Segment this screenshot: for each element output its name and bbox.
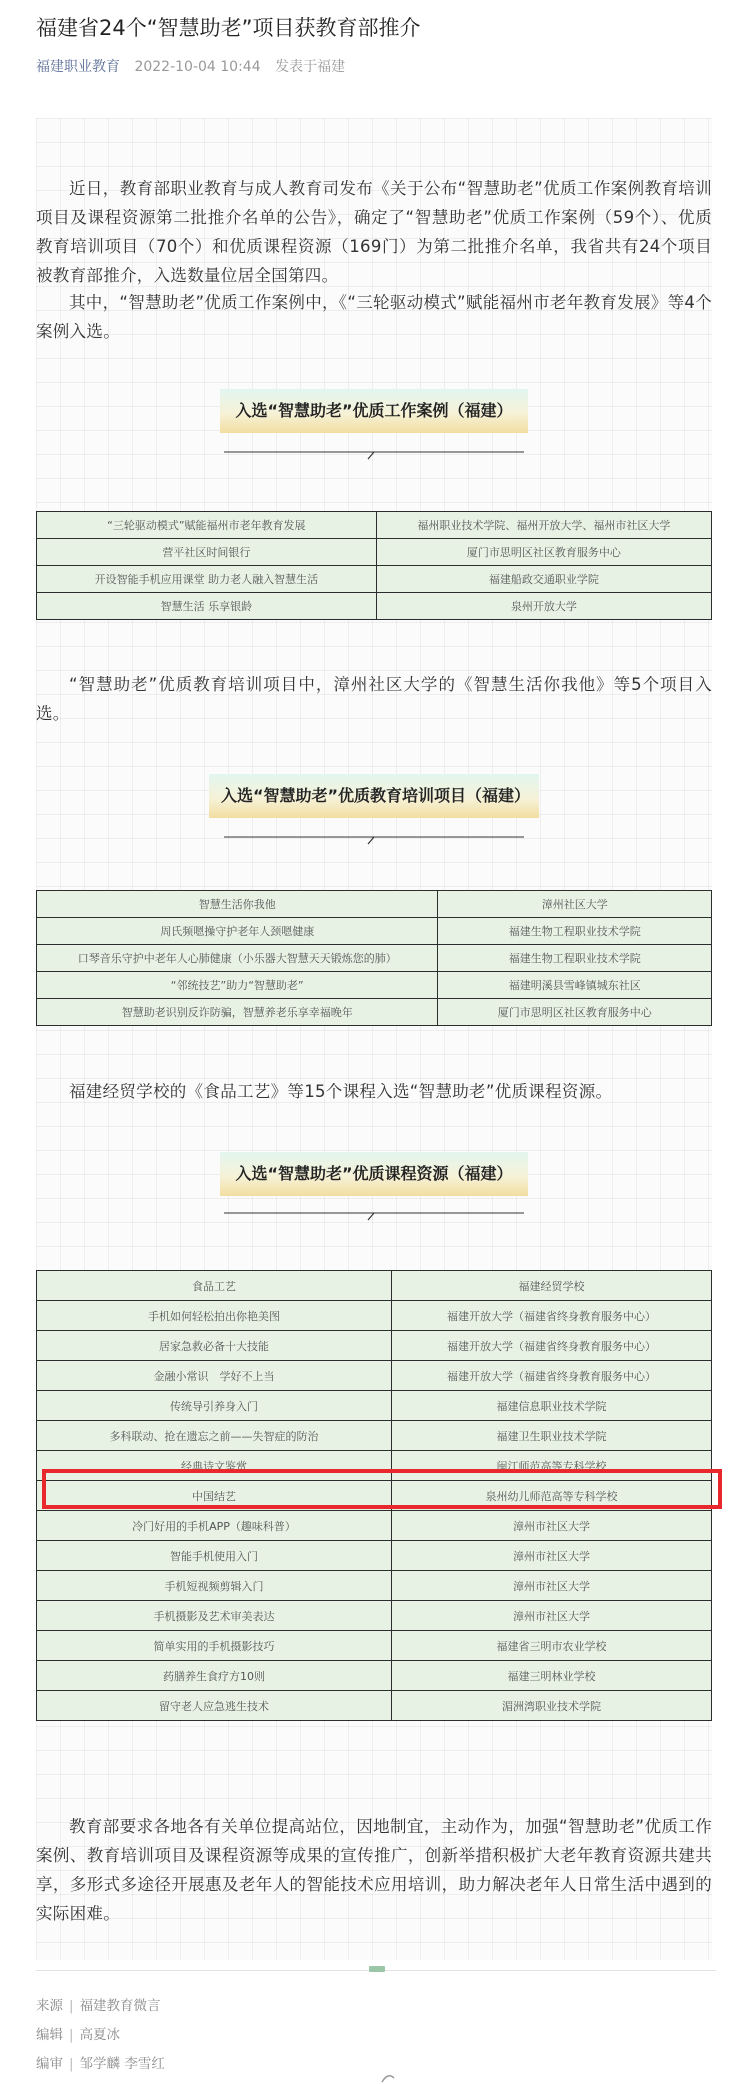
cell-institution: 漳州市社区大学 (392, 1541, 712, 1571)
table-cases (36, 511, 712, 620)
cell-institution: 福建经贸学校 (392, 1271, 712, 1301)
banner-title: 入选“智慧助老”优质课程资源（福建） (220, 1152, 528, 1196)
divider-decoration (224, 446, 524, 460)
cell-title: 中国结艺 (37, 1481, 392, 1511)
cell-title: 经典诗文鉴赏 (37, 1451, 392, 1481)
cell-title: 开设智能手机应用课堂 助力老人融入智慧生活 (37, 566, 377, 593)
cell-institution: 泉州幼儿师范高等专科学校 (392, 1481, 712, 1511)
cell-title: 智慧生活 乐享银龄 (37, 593, 377, 620)
divider-decoration (224, 1207, 524, 1221)
cell-institution: 漳州市社区大学 (392, 1571, 712, 1601)
paragraph-intro: 近日，教育部职业教育与成人教育司发布《关于公布“智慧助老”优质工作案例教育培训项目及课程资源第二批推介名单的公告》，确定了“智慧助老”优质工作案例（59个）、优质教育培训项目（70个）和优质课程资源（169门）为第二批推介名单，我省共有24个项目被教育部推介，入选数量位居全国第四。 (36, 179, 712, 285)
credit-source: 来源 | 福建教育微言 (36, 1998, 161, 2014)
cell-title: 口琴音乐守护中老年人心肺健康（小乐器大智慧天天锻炼您的肺） (37, 945, 438, 972)
cell-institution: 湄洲湾职业技术学院 (392, 1691, 712, 1721)
table-row (37, 891, 712, 918)
paragraph-courses: 福建经贸学校的《食品工艺》等15个课程入选“智慧助老”优质课程资源。 (69, 1082, 613, 1101)
credit-editor: 编辑 | 高夏冰 (36, 2027, 121, 2043)
table-row (37, 566, 712, 593)
cell-title: 手机如何轻松拍出你艳美图 (37, 1301, 392, 1331)
cell-institution: 福建开放大学（福建省终身教育服务中心） (392, 1301, 712, 1331)
cell-title: 金融小常识 学好不上当 (37, 1361, 392, 1391)
cell-title: 营平社区时间银行 (37, 539, 377, 566)
cell-institution: 福州职业技术学院、福州开放大学、福州市社区大学 (376, 512, 711, 539)
cell-institution: 闽江师范高等专科学校 (392, 1451, 712, 1481)
cell-title: 食品工艺 (37, 1271, 392, 1301)
cell-title: 药膳养生食疗方10则 (37, 1661, 392, 1691)
cell-institution: 福建三明林业学校 (392, 1661, 712, 1691)
table-row (37, 512, 712, 539)
cell-institution: 福建开放大学（福建省终身教育服务中心） (392, 1331, 712, 1361)
cell-institution: 福建生物工程职业技术学院 (438, 945, 712, 972)
cell-institution: 福建船政交通职业学院 (376, 566, 711, 593)
section-banner-training (36, 774, 712, 818)
table-row (37, 918, 712, 945)
table-training (36, 890, 712, 1026)
section-banner-courses (36, 1152, 712, 1196)
cell-title: “邻统技艺”助力“智慧助老” (37, 972, 438, 999)
banner-title: 入选“智慧助老”优质教育培训项目（福建） (209, 774, 539, 818)
table-row (37, 999, 712, 1026)
cell-title: 居家急救必备十大技能 (37, 1331, 392, 1361)
table-row (37, 1571, 712, 1601)
publish-location: 发表于福建 (275, 59, 346, 75)
cell-title: 智能手机使用入门 (37, 1541, 392, 1571)
section-banner-cases (36, 389, 712, 433)
cell-institution: 福建明溪县雪峰镇城东社区 (438, 972, 712, 999)
table-row (37, 1331, 712, 1361)
cell-institution: 厦门市思明区社区教育服务中心 (376, 539, 711, 566)
article-title: 福建省24个“智慧助老”项目获教育部推介 (36, 16, 421, 40)
cell-title: 传统导引养身入门 (37, 1391, 392, 1421)
table-row (37, 1511, 712, 1541)
cell-title: 周氏频嗯操守护老年人颈嗯健康 (37, 918, 438, 945)
table-row (37, 1691, 712, 1721)
cell-title: 多科联动、抢在遗忘之前——失智症的防治 (37, 1421, 392, 1451)
table-row (37, 1301, 712, 1331)
table-row (37, 593, 712, 620)
separator-accent (369, 1966, 385, 1972)
cell-title: 手机摄影及艺术审美表达 (37, 1601, 392, 1631)
article-meta (36, 56, 355, 76)
cell-institution: 福建开放大学（福建省终身教育服务中心） (392, 1361, 712, 1391)
table-row (37, 972, 712, 999)
article-body (36, 118, 712, 1960)
cell-institution: 漳州市社区大学 (392, 1601, 712, 1631)
divider-decoration (224, 831, 524, 845)
cell-title: 简单实用的手机摄影技巧 (37, 1631, 392, 1661)
table-row (37, 1421, 712, 1451)
cell-title: 留守老人应急逃生技术 (37, 1691, 392, 1721)
cell-title: 冷门好用的手机APP（趣味科普） (37, 1511, 392, 1541)
cell-institution: 福建信息职业技术学院 (392, 1391, 712, 1421)
cell-title: 智慧助老识别反诈防骗，智慧养老乐享幸福晚年 (37, 999, 438, 1026)
cell-institution: 泉州开放大学 (376, 593, 711, 620)
table-row (37, 1631, 712, 1661)
cell-title: 智慧生活你我他 (37, 891, 438, 918)
table-row (37, 1601, 712, 1631)
cell-institution: 福建卫生职业技术学院 (392, 1421, 712, 1451)
paragraph-cases: 其中，“智慧助老”优质工作案例中，《“三轮驱动模式”赋能福州市老年教育发展》等4个案例入选。 (36, 293, 712, 341)
paragraph-training: “智慧助老”优质教育培训项目中，漳州社区大学的《智慧生活你我他》等5个项目入选。 (36, 675, 712, 723)
highlight-box (42, 1469, 722, 1509)
cell-institution: 厦门市思明区社区教育服务中心 (438, 999, 712, 1026)
cell-title: “三轮驱动模式”赋能福州市老年教育发展 (37, 512, 377, 539)
table-row (37, 1361, 712, 1391)
table-row (37, 1271, 712, 1301)
share-icon[interactable] (380, 2070, 396, 2084)
account-name-link[interactable]: 福建职业教育 (36, 59, 120, 75)
cell-institution: 漳州市社区大学 (392, 1511, 712, 1541)
table-row (37, 1661, 712, 1691)
banner-title: 入选“智慧助老”优质工作案例（福建） (220, 389, 528, 433)
table-row (37, 1541, 712, 1571)
table-row (37, 1391, 712, 1421)
paragraph-conclusion: 教育部要求各地各有关单位提高站位，因地制宜，主动作为，加强“智慧助老”优质工作案例、教育培训项目及课程资源等成果的宣传推广，创新举措积极扩大老年教育资源共建共享，多形式多途径开展惠及老年人的智能技术应用培训，助力解决老年人日常生活中遇到的实际困难。 (36, 1817, 712, 1923)
cell-institution: 福建省三明市农业学校 (392, 1631, 712, 1661)
table-row (37, 945, 712, 972)
publish-datetime: 2022-10-04 10:44 (134, 59, 261, 75)
cell-institution: 福建生物工程职业技术学院 (438, 918, 712, 945)
cell-institution: 漳州社区大学 (438, 891, 712, 918)
cell-title: 手机短视频剪辑入门 (37, 1571, 392, 1601)
table-row (37, 539, 712, 566)
credit-reviewer: 编审 | 邹学麟 李雪红 (36, 2056, 165, 2072)
